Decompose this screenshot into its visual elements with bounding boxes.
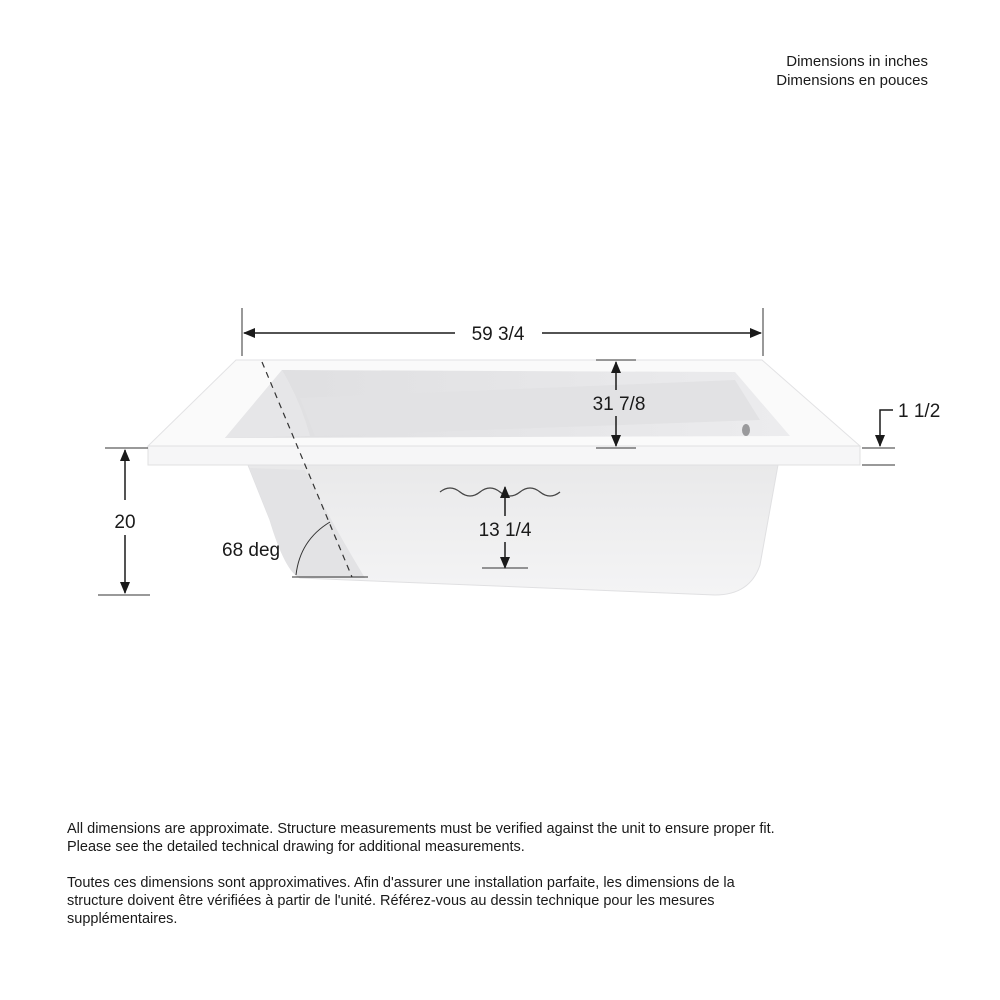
disclaimer <box>67 820 787 946</box>
units-note-fr: Dimensions en pouces <box>776 72 928 89</box>
rim-label: 1 1/2 <box>898 401 941 422</box>
disclaimer-en: All dimensions are approximate. Structure measurements must be verified against the unit to ensure proper fit. Please see the detailed technical drawing for additional measurements. <box>67 821 775 855</box>
units-note-en: Dimensions in inches <box>786 53 928 70</box>
height-label: 20 <box>114 512 136 533</box>
rim-arrow <box>880 410 893 446</box>
angle-label: 68 deg <box>222 540 281 561</box>
depth-label: 13 1/4 <box>478 520 532 541</box>
width-label: 31 7/8 <box>592 394 646 415</box>
tub-rim-edge <box>148 446 860 465</box>
length-label: 59 3/4 <box>471 324 525 345</box>
disclaimer-fr: Toutes ces dimensions sont approximatives. Afin d'assurer une installation parfaite, les dimensions de la structure doivent être vérifiées à partir de l'unité. Référez-vous au dessin technique pour les mesures supplémentaires. <box>67 875 735 927</box>
drain-fitting <box>742 424 750 436</box>
